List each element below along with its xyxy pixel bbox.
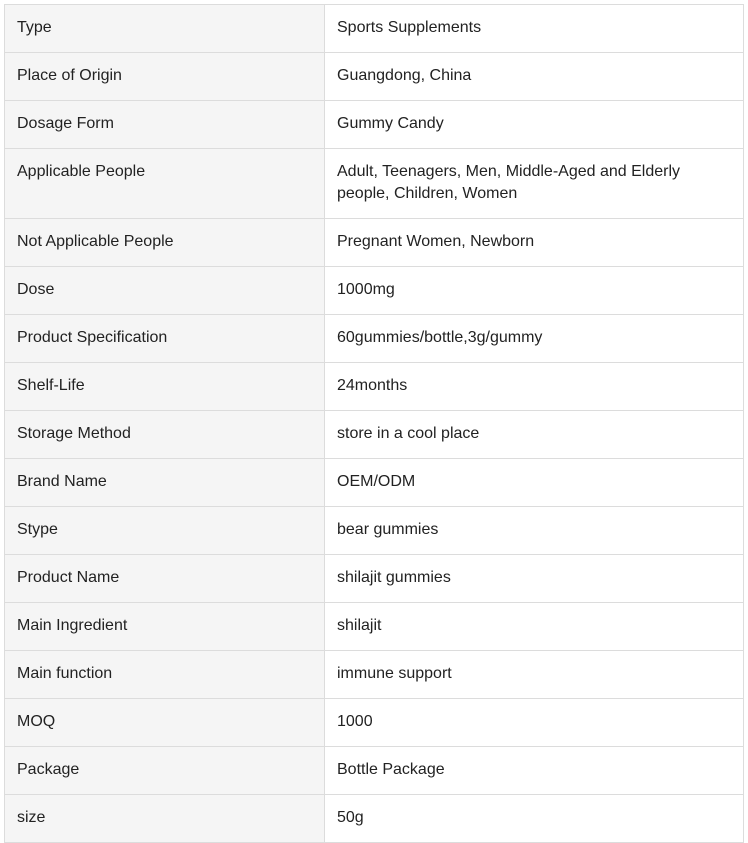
row-label: Main Ingredient	[5, 603, 325, 651]
table-row	[5, 149, 744, 219]
spec-table-body	[5, 5, 744, 843]
table-row	[5, 651, 744, 699]
table-row	[5, 795, 744, 843]
row-value: store in a cool place	[325, 411, 744, 459]
row-label: Main function	[5, 651, 325, 699]
row-value: bear gummies	[325, 507, 744, 555]
row-value: immune support	[325, 651, 744, 699]
table-row	[5, 507, 744, 555]
row-label: Applicable People	[5, 149, 325, 219]
table-row	[5, 267, 744, 315]
row-value: shilajit gummies	[325, 555, 744, 603]
table-row	[5, 747, 744, 795]
product-spec-table	[4, 4, 744, 843]
table-row	[5, 459, 744, 507]
row-label: Stype	[5, 507, 325, 555]
row-value: Sports Supplements	[325, 5, 744, 53]
row-value: 60gummies/bottle,3g/gummy	[325, 315, 744, 363]
table-row	[5, 603, 744, 651]
row-label: Product Name	[5, 555, 325, 603]
row-label: Dosage Form	[5, 101, 325, 149]
row-value: 1000	[325, 699, 744, 747]
table-row	[5, 315, 744, 363]
table-row	[5, 411, 744, 459]
row-value: Adult, Teenagers, Men, Middle-Aged and Elderly people, Children, Women	[325, 149, 744, 219]
row-value: 1000mg	[325, 267, 744, 315]
row-label: Not Applicable People	[5, 219, 325, 267]
row-label: Brand Name	[5, 459, 325, 507]
table-row	[5, 101, 744, 149]
table-row	[5, 53, 744, 101]
table-row	[5, 219, 744, 267]
row-label: Place of Origin	[5, 53, 325, 101]
row-label: Storage Method	[5, 411, 325, 459]
row-value: shilajit	[325, 603, 744, 651]
row-label: Product Specification	[5, 315, 325, 363]
row-value: Guangdong, China	[325, 53, 744, 101]
row-label: size	[5, 795, 325, 843]
row-label: Type	[5, 5, 325, 53]
row-label: MOQ	[5, 699, 325, 747]
table-row	[5, 363, 744, 411]
row-value: Gummy Candy	[325, 101, 744, 149]
row-label: Shelf-Life	[5, 363, 325, 411]
table-row	[5, 699, 744, 747]
table-row	[5, 5, 744, 53]
row-value: 50g	[325, 795, 744, 843]
row-value: Pregnant Women, Newborn	[325, 219, 744, 267]
row-value: 24months	[325, 363, 744, 411]
row-value: OEM/ODM	[325, 459, 744, 507]
row-label: Dose	[5, 267, 325, 315]
row-label: Package	[5, 747, 325, 795]
row-value: Bottle Package	[325, 747, 744, 795]
table-row	[5, 555, 744, 603]
